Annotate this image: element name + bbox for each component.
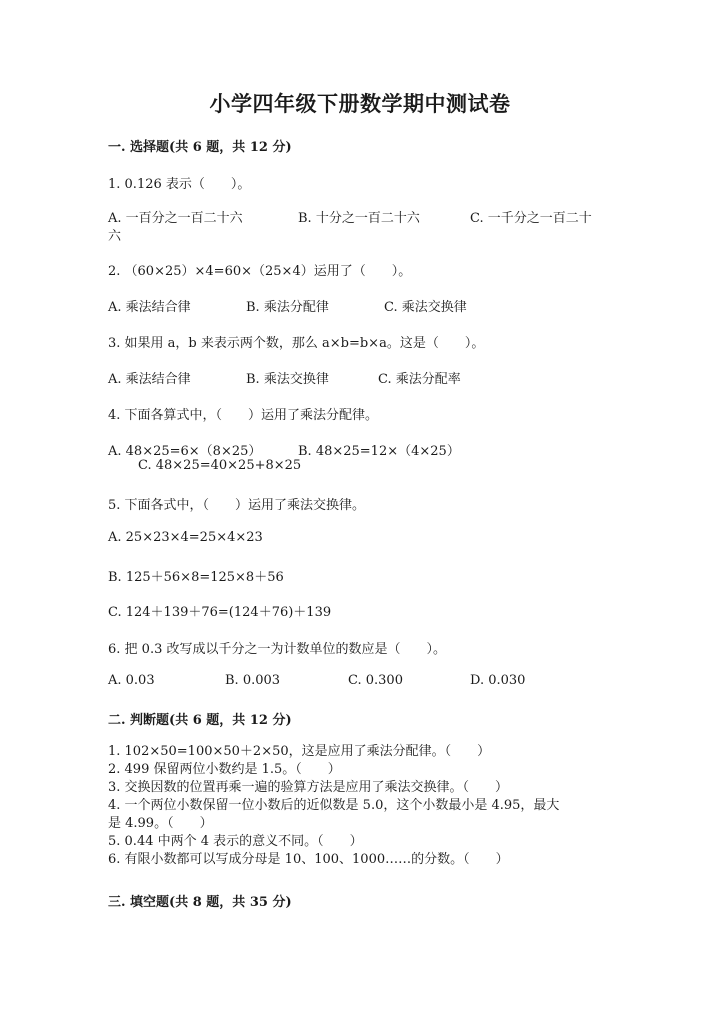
question-6-option-c: C. 0.300 bbox=[348, 673, 403, 688]
question-2-option-c: C. 乘法交换律 bbox=[384, 300, 467, 315]
question-3-stem: 3. 如果用 a，b 来表示两个数，那么 a×b=b×a。这是（ ）。 bbox=[108, 336, 485, 351]
question-1-stem: 1. 0.126 表示（ ）。 bbox=[108, 177, 251, 192]
question-1-option-b: B. 十分之一百二十六 bbox=[298, 211, 420, 226]
judge-item-4-wrap: 是 4.99。（ ） bbox=[108, 816, 213, 831]
question-1-option-a: A. 一百分之一百二十六 bbox=[108, 211, 243, 226]
page-title: 小学四年级下册数学期中测试卷 bbox=[209, 91, 511, 116]
question-5-stem: 5. 下面各式中，（ ）运用了乘法交换律。 bbox=[108, 498, 366, 513]
section-heading-fill: 三. 填空题(共 8 题，共 35 分) bbox=[108, 895, 292, 910]
question-2-stem: 2. （60×25）×4=60×（25×4）运用了（ ）。 bbox=[108, 264, 412, 279]
question-5-option-a: A. 25×23×4=25×4×23 bbox=[108, 530, 263, 545]
question-3-option-b: B. 乘法交换律 bbox=[246, 372, 329, 387]
question-3-option-c: C. 乘法分配率 bbox=[378, 372, 461, 387]
question-4-option-a: A. 48×25=6×（8×25） bbox=[108, 444, 262, 459]
judge-item-2: 2. 499 保留两位小数约是 1.5。（ ） bbox=[108, 762, 341, 777]
question-6-option-b: B. 0.003 bbox=[225, 673, 281, 688]
question-4-stem: 4. 下面各算式中，（ ）运用了乘法分配律。 bbox=[108, 408, 379, 423]
question-6-option-d: D. 0.030 bbox=[470, 673, 526, 688]
question-1-option-c-wrap: 六 bbox=[108, 229, 122, 244]
question-4-option-b: B. 48×25=12×（4×25） bbox=[298, 444, 460, 459]
question-1-option-c: C. 一千分之一百二十 bbox=[470, 211, 592, 226]
judge-item-3: 3. 交换因数的位置再乘一遍的验算方法是应用了乘法交换律。（ ） bbox=[108, 780, 509, 795]
judge-item-1: 1. 102×50=100×50＋2×50，这是应用了乘法分配律。（ ） bbox=[108, 744, 491, 759]
judge-item-5: 5. 0.44 中两个 4 表示的意义不同。（ ） bbox=[108, 834, 363, 849]
judge-item-4: 4. 一个两位小数保留一位小数后的近似数是 5.0，这个小数最小是 4.95，最大 bbox=[108, 798, 560, 813]
question-2-option-b: B. 乘法分配律 bbox=[246, 300, 329, 315]
section-heading-choice: 一. 选择题(共 6 题，共 12 分) bbox=[108, 140, 292, 155]
question-5-option-b: B. 125＋56×8=125×8＋56 bbox=[108, 570, 284, 585]
judge-item-6: 6. 有限小数都可以写成分母是 10、100、1000……的分数。（ ） bbox=[108, 852, 509, 867]
question-3-option-a: A. 乘法结合律 bbox=[108, 372, 191, 387]
question-6-option-a: A. 0.03 bbox=[108, 673, 155, 688]
question-6-stem: 6. 把 0.3 改写成以千分之一为计数单位的数应是（ ）。 bbox=[108, 642, 446, 657]
section-heading-judge: 二. 判断题(共 6 题，共 12 分) bbox=[108, 713, 292, 728]
question-5-option-c: C. 124＋139＋76=(124＋76)＋139 bbox=[108, 605, 332, 620]
question-2-option-a: A. 乘法结合律 bbox=[108, 300, 191, 315]
question-4-option-c: C. 48×25=40×25+8×25 bbox=[138, 458, 302, 473]
